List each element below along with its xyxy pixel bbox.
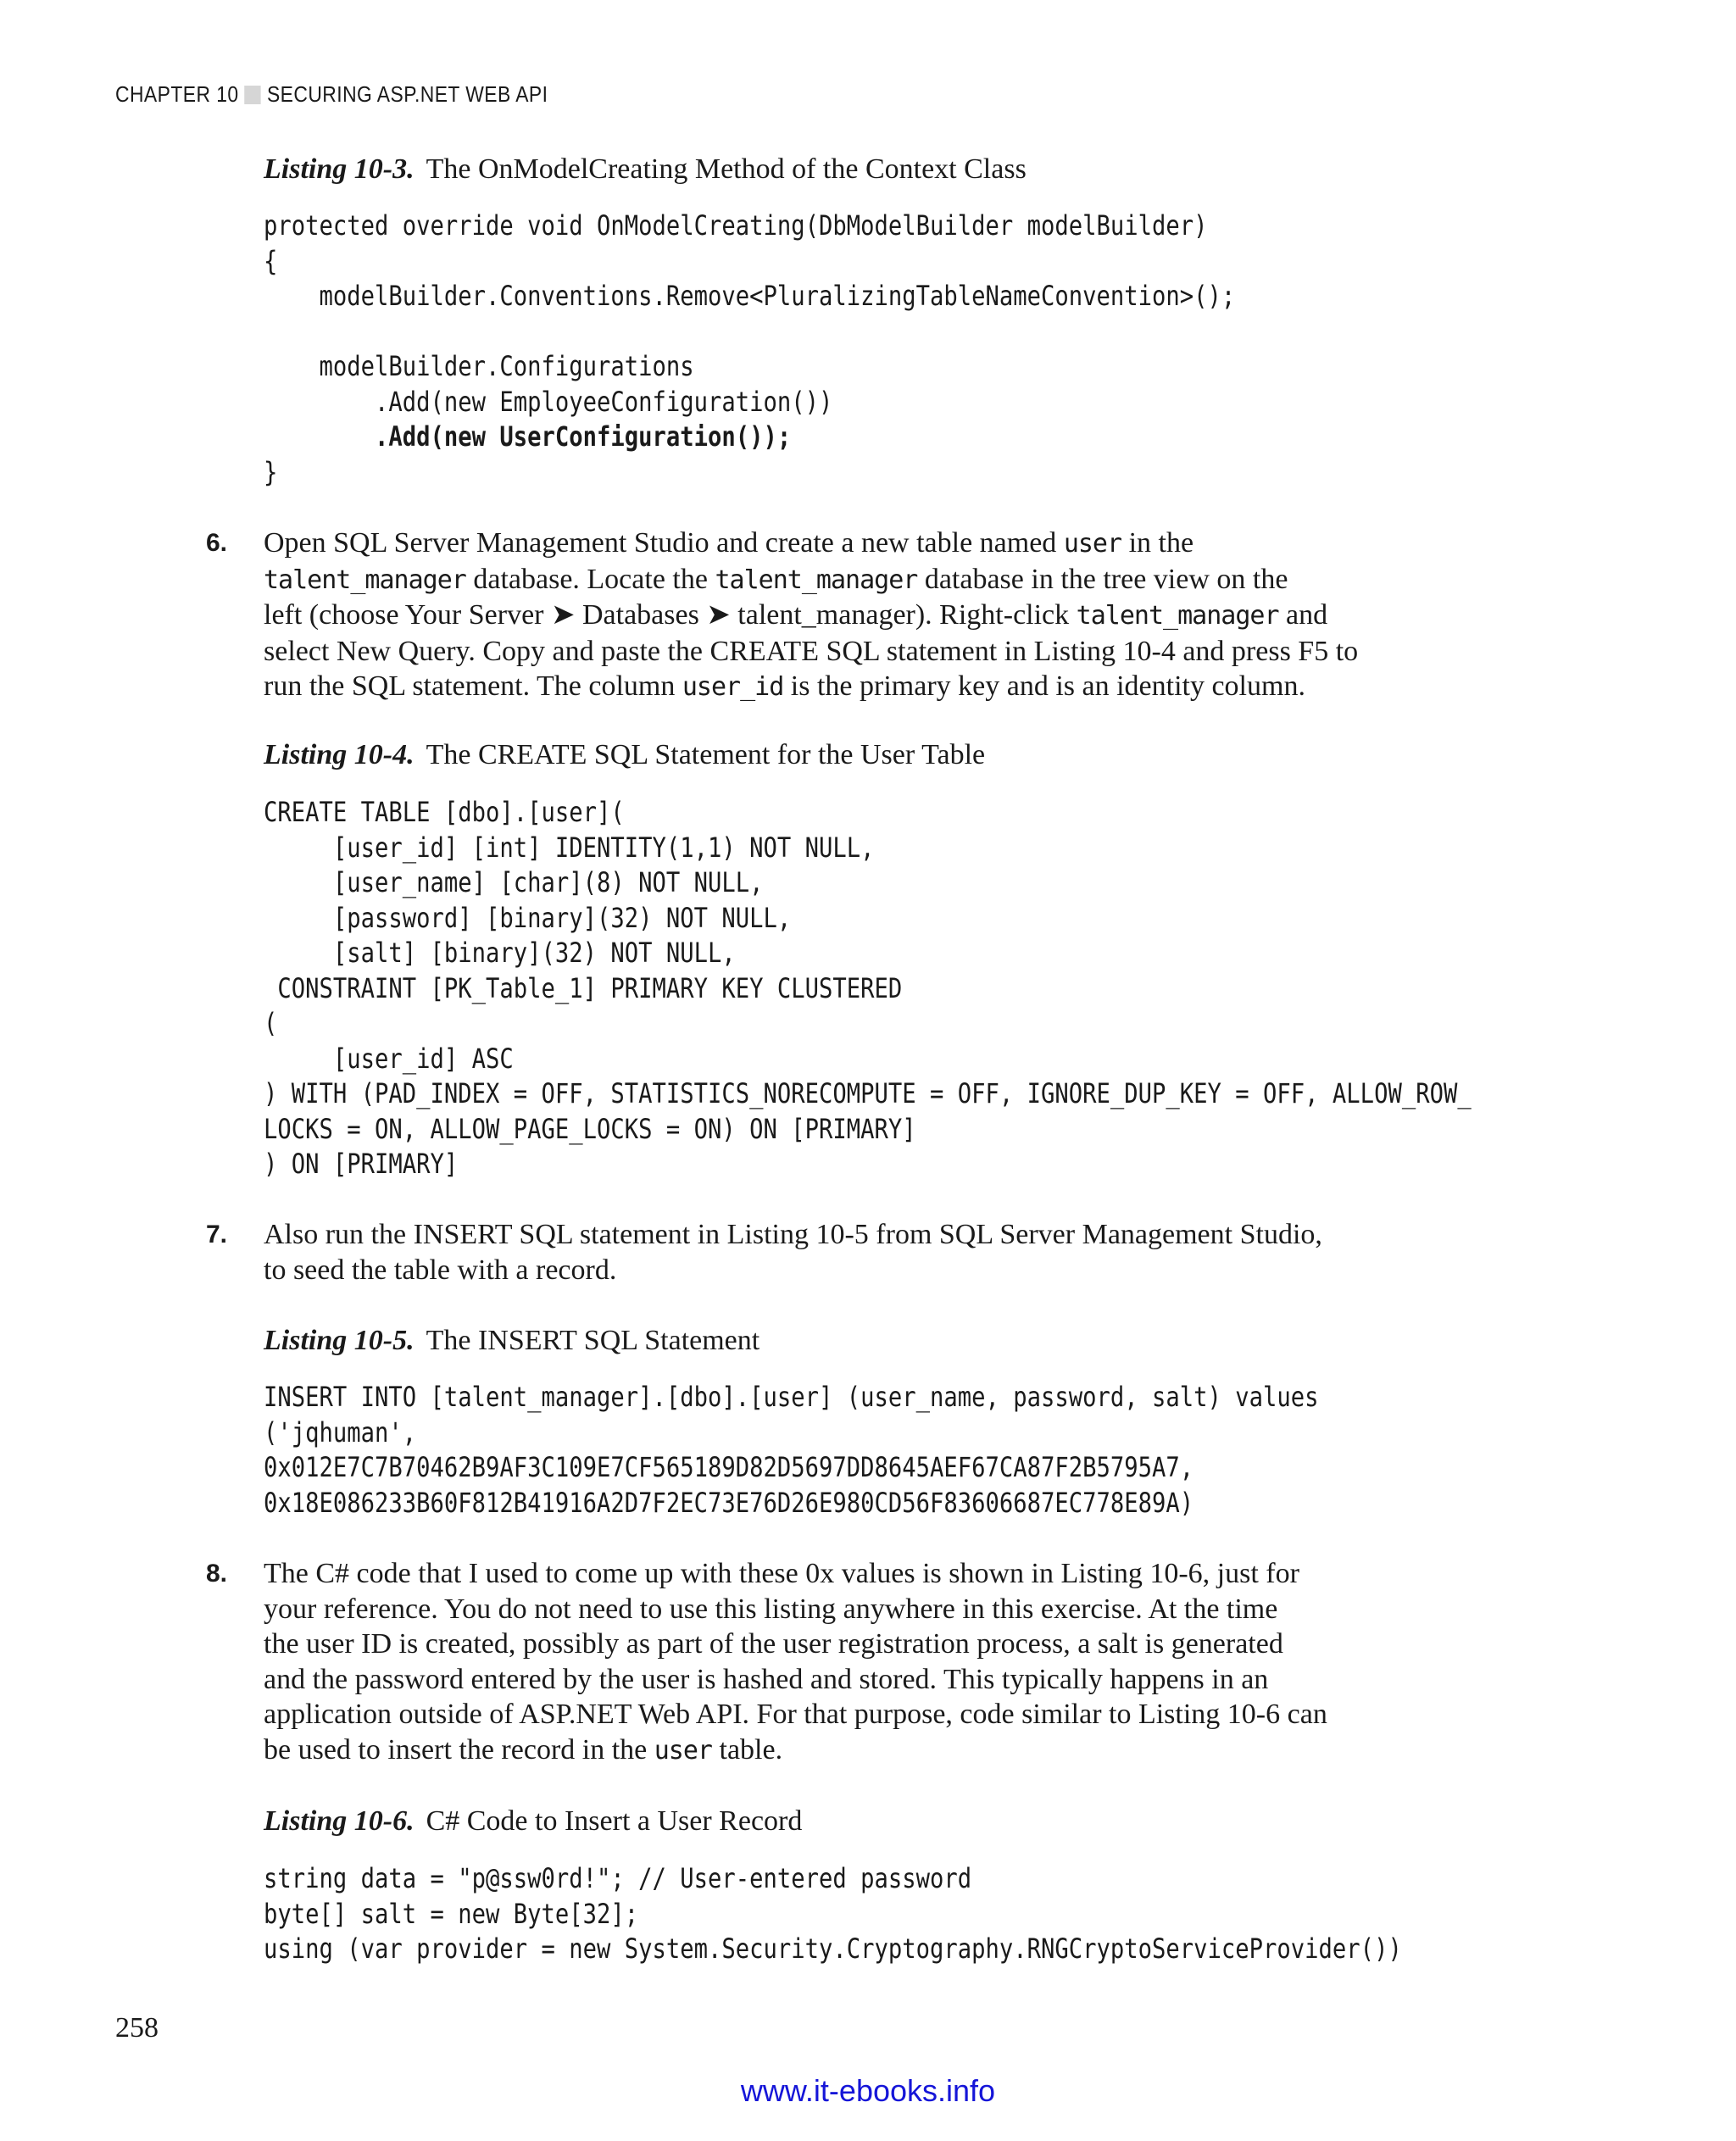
code-line-bold: .Add(new UserConfiguration()); <box>264 420 792 453</box>
text: select New Query. Copy and paste the CREATE SQL statement in Listing 10-4 and press F5 to <box>264 635 1359 667</box>
listing-10-4-code: CREATE TABLE [dbo].[user]( [user_id] [int] IDENTITY(1,1) NOT NULL, [user_name] [char](8) NOT NULL, [password] [binary](32) NOT NULL, [salt] [binary](32) NOT NULL, CONSTRAINT [PK_Table_1] PRIMARY KEY CLUSTERED ( [user_id] ASC ) WITH (PAD_INDEX = OFF, STATISTICS_NORECOMPUTE = OFF, IGNORE_DUP_KEY = OFF, ALLOW_ROW_ LOCKS = ON, ALLOW_PAGE_LOCKS = ON) ON [PRIMARY] ) ON [PRIMARY] <box>264 796 1472 1180</box>
text: in the <box>1121 527 1194 559</box>
step-text <box>264 526 1450 705</box>
chapter-label: CHAPTER 10 <box>115 81 239 107</box>
step-text <box>264 1217 1450 1287</box>
text: the user ID is created, possibly as part of the user registration process, a salt is generated <box>264 1628 1283 1660</box>
inline-code: talent_manager <box>264 564 466 595</box>
listing-10-3-code <box>264 209 1235 490</box>
text: your reference. You do not need to use this listing anywhere in this exercise. At the time <box>264 1593 1278 1625</box>
listing-10-6-caption <box>264 1805 802 1838</box>
inline-code: user <box>654 1735 712 1766</box>
listing-title: The CREATE SQL Statement for the User Table <box>426 739 986 770</box>
inline-code: talent_manager <box>1076 601 1279 631</box>
listing-10-5-caption <box>264 1325 760 1357</box>
code-line: } <box>264 455 278 488</box>
text: database. Locate the <box>465 563 715 595</box>
step-number: 8. <box>206 1560 228 1588</box>
step-text <box>264 1556 1450 1768</box>
step-number: 6. <box>206 529 228 557</box>
listing-10-5-code: INSERT INTO [talent_manager].[dbo].[user] (user_name, password, salt) values ('jqhuman', 0x012E7C7B70462B9AF3C109E7CF565189D82D5697DD8645AEF67CA87F2B5795A7, 0x18E086233B60F812B41916A2D7F2EC73E76D26E980CD56F83606687EC778E89A) <box>264 1381 1319 1519</box>
listing-title: The INSERT SQL Statement <box>426 1325 760 1356</box>
listing-label: Listing 10-5. <box>264 1325 415 1356</box>
listing-title: The OnModelCreating Method of the Context Class <box>426 153 1027 185</box>
text: Also run the INSERT SQL statement in Listing 10-5 from SQL Server Management Studio, <box>264 1219 1322 1250</box>
text: and <box>1278 599 1328 631</box>
text: table. <box>712 1733 783 1766</box>
listing-label: Listing 10-4. <box>264 739 415 770</box>
code-line: modelBuilder.Configurations <box>264 350 694 382</box>
text: and the password entered by the user is hashed and stored. This typically happens in an <box>264 1663 1269 1695</box>
code-line: modelBuilder.Conventions.Remove<PluralizingTableNameConvention>(); <box>264 280 1236 312</box>
inline-code: user_id <box>682 672 784 702</box>
step-number: 7. <box>206 1221 228 1248</box>
text: run the SQL statement. The column <box>264 670 682 702</box>
footer-link[interactable]: www.it-ebooks.info <box>740 2073 996 2108</box>
listing-label: Listing 10-6. <box>264 1805 415 1837</box>
separator-square-icon <box>245 86 261 104</box>
listing-10-6-code: string data = "p@ssw0rd!"; // User-entered password byte[] salt = new Byte[32]; using (var provider = new System.Security.Cryptography.RNGCryptoServiceProvider()) <box>264 1862 1402 1965</box>
listing-label: Listing 10-3. <box>264 153 415 185</box>
text: be used to insert the record in the <box>264 1733 654 1766</box>
text: is the primary key and is an identity column. <box>783 670 1305 702</box>
chapter-title: SECURING ASP.NET WEB API <box>266 81 548 107</box>
text: to seed the table with a record. <box>264 1254 617 1286</box>
listing-10-3-caption <box>264 153 1027 186</box>
page-number: 258 <box>115 2012 159 2044</box>
code-line: .Add(new EmployeeConfiguration()) <box>264 385 833 418</box>
inline-code: talent_manager <box>715 564 918 595</box>
code-line: { <box>264 244 278 277</box>
text: database in the tree view on the <box>917 563 1288 595</box>
code-line: protected override void OnModelCreating(DbModelBuilder modelBuilder) <box>264 209 1208 242</box>
text: The C# code that I used to come up with these 0x values is shown in Listing 10-6, just for <box>264 1558 1299 1589</box>
running-head <box>115 81 548 108</box>
text: application outside of ASP.NET Web API. For that purpose, code similar to Listing 10-6 can <box>264 1699 1327 1730</box>
listing-title: C# Code to Insert a User Record <box>426 1805 803 1837</box>
listing-10-4-caption <box>264 739 985 771</box>
text: left (choose Your Server ➤ Databases ➤ talent_manager). Right-click <box>264 599 1077 631</box>
inline-code: user <box>1063 529 1122 559</box>
text: Open SQL Server Management Studio and create a new table named <box>264 527 1064 559</box>
